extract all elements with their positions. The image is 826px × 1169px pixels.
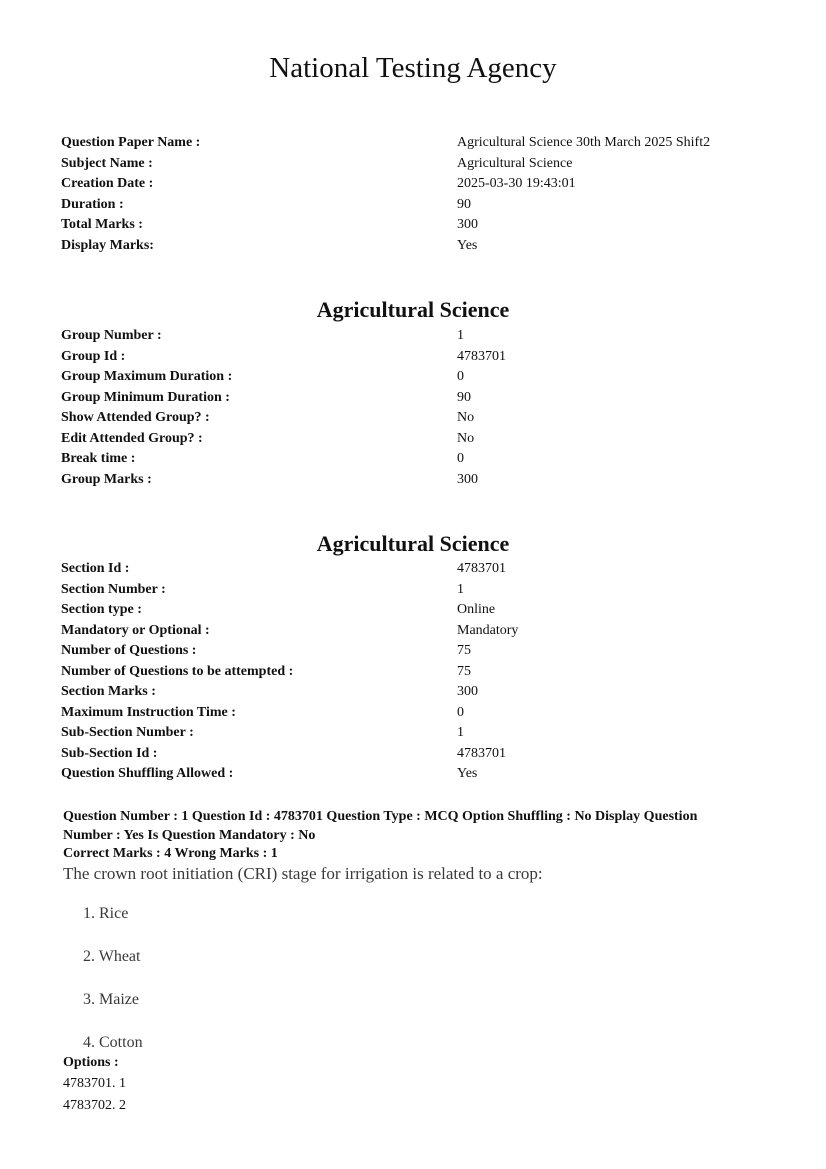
section-info-label: Section Marks :	[61, 684, 156, 699]
group-info-row	[61, 388, 781, 409]
paper-info-value: Agricultural Science	[457, 155, 573, 171]
question-text: The crown root initiation (CRI) stage for irrigation is related to a crop:	[63, 864, 543, 883]
section-info-row	[61, 703, 781, 724]
group-info	[61, 326, 781, 490]
group-info-label: Break time :	[61, 451, 136, 466]
section-info-value: 75	[457, 643, 471, 658]
section-info-label: Mandatory or Optional :	[61, 622, 210, 638]
group-info-value: 0	[457, 451, 464, 466]
section-info-label: Sub-Section Number :	[61, 725, 194, 740]
group-info-row	[61, 429, 781, 450]
section-info	[61, 559, 781, 785]
section-info-value: 75	[457, 663, 471, 679]
group-info-value: 1	[457, 328, 464, 343]
section-info-value: 1	[457, 581, 464, 597]
question-choice: 3. Maize	[83, 991, 139, 1008]
question-choice: 4. Cotton	[83, 1034, 143, 1051]
section-info-label: Section Number :	[61, 581, 166, 597]
paper-info-label: Question Paper Name :	[61, 135, 201, 150]
option-item: 4783702. 2	[63, 1098, 126, 1113]
question-choice: 2. Wheat	[83, 948, 141, 965]
group-info-row	[61, 470, 781, 491]
group-info-value: No	[457, 430, 475, 446]
group-info-value: 90	[457, 389, 471, 405]
group-info-label: Group Minimum Duration :	[61, 389, 230, 405]
section-info-label: Number of Questions to be attempted :	[61, 663, 294, 679]
paper-info	[61, 133, 781, 256]
paper-info-row	[61, 154, 781, 175]
group-info-label: Show Attended Group? :	[61, 410, 210, 425]
section-info-value: Yes	[457, 766, 478, 781]
section-info-row	[61, 600, 781, 621]
paper-info-row	[61, 174, 781, 195]
paper-info-row	[61, 195, 781, 216]
section-info-row	[61, 580, 781, 601]
question-marks: Correct Marks : 4 Wrong Marks : 1	[63, 846, 278, 861]
section-title: Agricultural Science	[316, 531, 510, 556]
group-info-value: 300	[457, 471, 478, 487]
paper-info-row	[61, 215, 781, 236]
section-info-label: Section type :	[61, 602, 142, 617]
section-info-label: Number of Questions :	[61, 643, 197, 658]
group-info-label: Edit Attended Group? :	[61, 430, 203, 446]
group-info-row	[61, 367, 781, 388]
paper-info-label: Display Marks:	[61, 237, 154, 253]
group-info-row	[61, 326, 781, 347]
section-info-value: 4783701	[457, 745, 506, 761]
paper-info-label: Creation Date :	[61, 176, 154, 191]
paper-info-row	[61, 133, 781, 154]
question-meta-line-1: Question Number : 1 Question Id : 4783701 Question Type : MCQ Option Shuffling : No Display Question	[63, 809, 698, 824]
group-info-row	[61, 347, 781, 368]
section-info-row	[61, 744, 781, 765]
paper-info-row	[61, 236, 781, 257]
group-info-row	[61, 408, 781, 429]
group-info-value: 4783701	[457, 348, 506, 364]
section-info-label: Sub-Section Id :	[61, 745, 158, 761]
group-info-row	[61, 449, 781, 470]
paper-info-value: 2025-03-30 19:43:01	[457, 176, 576, 191]
question-meta	[63, 808, 763, 864]
group-info-value: 0	[457, 369, 464, 384]
section-info-value: 4783701	[457, 561, 506, 576]
section-info-value: 1	[457, 725, 464, 740]
section-info-label: Maximum Instruction Time :	[61, 704, 236, 720]
option-item: 4783701. 1	[63, 1076, 126, 1091]
question-choice: 1. Rice	[83, 905, 129, 922]
group-title: Agricultural Science	[316, 297, 510, 322]
section-info-row	[61, 662, 781, 683]
section-info-row	[61, 723, 781, 744]
section-info-row	[61, 682, 781, 703]
section-info-row	[61, 559, 781, 580]
question-meta-line-2: Number : Yes Is Question Mandatory : No	[63, 827, 316, 843]
paper-info-value: 90	[457, 196, 471, 212]
paper-info-value: 300	[457, 217, 478, 232]
section-info-row	[61, 621, 781, 642]
section-info-label: Question Shuffling Allowed :	[61, 766, 234, 781]
section-info-row	[61, 764, 781, 785]
options-heading: Options :	[63, 1055, 119, 1070]
page-title: National Testing Agency	[269, 52, 557, 84]
group-info-label: Group Number :	[61, 328, 162, 343]
section-info-label: Section Id :	[61, 561, 130, 576]
section-info-row	[61, 641, 781, 662]
section-info-value: Mandatory	[457, 622, 519, 638]
paper-info-value: Agricultural Science 30th March 2025 Shift2	[457, 135, 711, 150]
paper-info-label: Subject Name :	[61, 155, 153, 171]
section-info-value: 300	[457, 684, 478, 699]
paper-info-label: Total Marks :	[61, 217, 143, 232]
section-info-value: Online	[457, 602, 496, 617]
section-info-value: 0	[457, 704, 464, 720]
group-info-label: Group Maximum Duration :	[61, 369, 233, 384]
group-info-value: No	[457, 410, 475, 425]
paper-info-label: Duration :	[61, 196, 124, 212]
group-info-label: Group Marks :	[61, 471, 152, 487]
group-info-label: Group Id :	[61, 348, 126, 364]
paper-info-value: Yes	[457, 237, 478, 253]
